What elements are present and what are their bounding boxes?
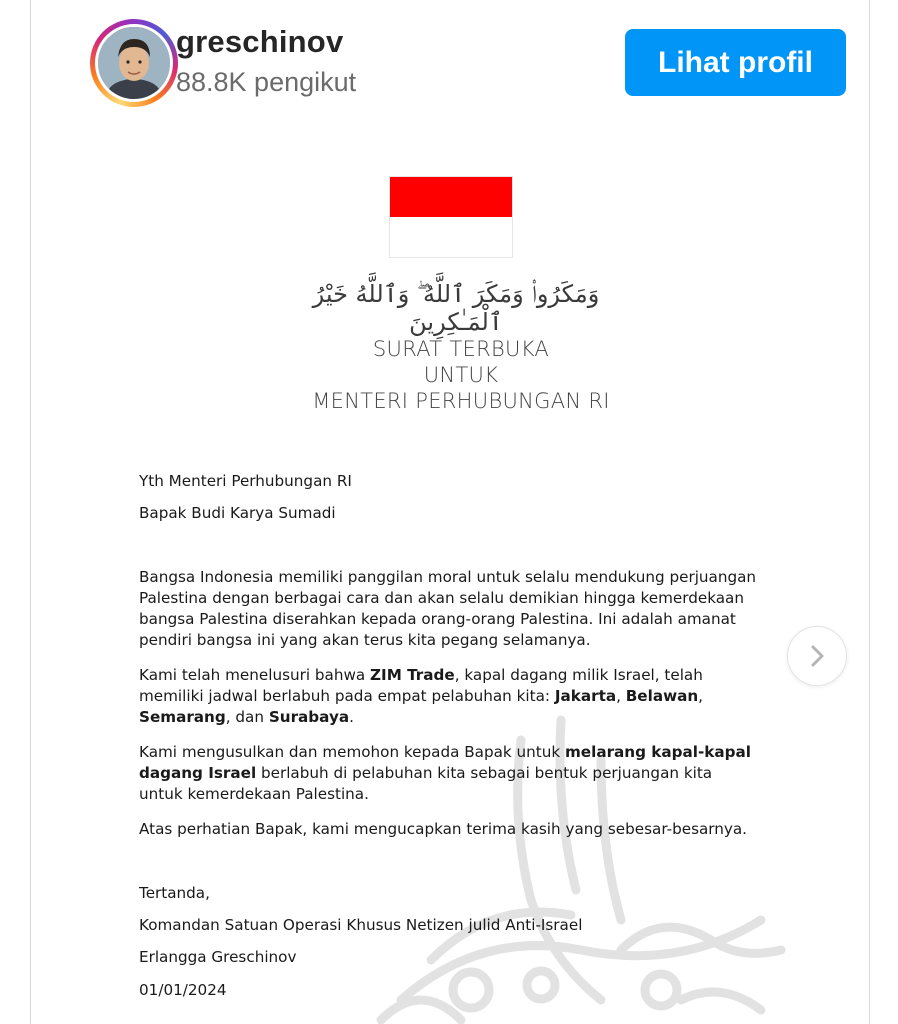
title-line-1: SURAT TERBUKA	[372, 337, 550, 361]
avatar-photo	[95, 24, 173, 102]
indonesia-flag	[389, 176, 513, 258]
p2-bold-belawan: Belawan	[625, 687, 699, 705]
avatar-portrait-icon	[98, 27, 170, 99]
p2-bold-surabaya: Surabaya	[268, 708, 350, 726]
title-line-2: UNTUK	[423, 363, 499, 387]
chevron-right-icon	[806, 643, 828, 669]
title-line-3: MENTERI PERHUBUNGAN RI	[312, 389, 610, 413]
p3-bold-ban: melarang kapal-kapal dagang Israel	[139, 743, 751, 782]
letter-date: 01/01/2024	[139, 981, 227, 999]
paragraph-3	[139, 742, 759, 805]
p2-bold-jakarta: Jakarta	[554, 687, 617, 705]
next-slide-button[interactable]	[787, 626, 847, 686]
p2-text-6: .	[349, 708, 354, 726]
profile-avatar[interactable]	[90, 19, 178, 107]
flag-red-stripe	[390, 177, 512, 217]
recipient-line-2: Bapak Budi Karya Sumadi	[139, 504, 336, 522]
letter-title	[261, 336, 661, 414]
recipient-line-1: Yth Menteri Perhubungan RI	[139, 472, 352, 490]
p3-text-1: Kami mengusulkan dan memohon kepada Bapak untuk	[139, 743, 565, 761]
p2-text-3: ,	[616, 687, 626, 705]
p2-text-2: , kapal dagang milik Israel, telah memiliki jadwal berlabuh pada empat pelabuhan kita:	[139, 666, 703, 705]
p3-text-2: berlabuh di pelabuhan kita sebagai bentuk perjuangan kita untuk kemerdekaan Palestina.	[139, 764, 713, 803]
signer-title: Komandan Satuan Operasi Khusus Netizen julid Anti-Israel	[139, 916, 583, 934]
view-profile-button[interactable]: Lihat profil	[625, 29, 846, 96]
paragraph-2	[139, 665, 759, 728]
p2-bold-zim: ZIM Trade	[370, 666, 455, 684]
paragraph-4: Atas perhatian Bapak, kami mengucapkan terima kasih yang sebesar-besarnya.	[139, 820, 748, 838]
p2-text-5: , dan	[225, 708, 269, 726]
closing: Tertanda,	[139, 884, 210, 902]
flag-white-stripe	[390, 217, 512, 257]
p2-text-1: Kami telah menelusuri bahwa	[139, 666, 371, 684]
p2-bold-semarang: Semarang	[139, 708, 226, 726]
signer-name: Erlangga Greschinov	[139, 948, 297, 966]
follower-count: 88.8K pengikut	[176, 67, 357, 97]
arabic-verse: وَمَكَرُوا۟ وَمَكَرَ ٱللَّهُ ۖ وَٱللَّهُ خَيْرُ ٱلْمَـٰكِرِينَ	[312, 280, 600, 336]
paragraph-1: Bangsa Indonesia memiliki panggilan moral untuk selalu mendukung perjuangan Palestina dengan berbagai cara dan akan selalu demikian hingga kemerdekaan bangsa Palestina diserahkan kepada orang-orang Palestina. Ini adalah amanat pendiri bangsa ini yang akan terus kita pegang selamanya.	[139, 568, 757, 649]
p2-text-4: ,	[698, 687, 703, 705]
username[interactable]: greschinov	[176, 24, 344, 59]
post-card	[30, 0, 870, 1024]
